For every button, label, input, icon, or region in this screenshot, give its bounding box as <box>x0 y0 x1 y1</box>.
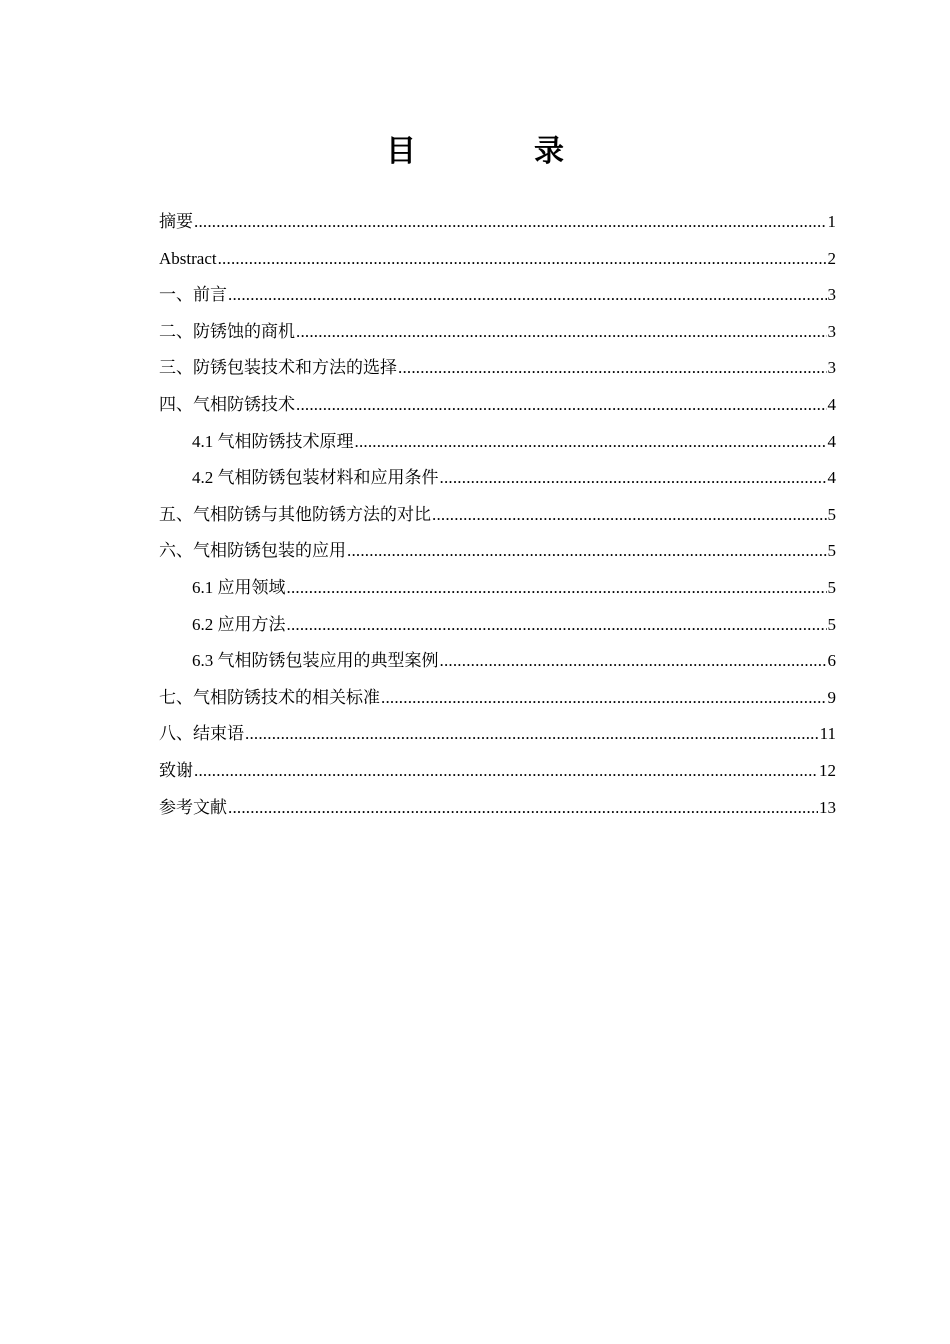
toc-entry-page: 5 <box>827 577 836 597</box>
toc-entry-page: 5 <box>827 541 836 561</box>
toc-entry-page: 13 <box>819 797 836 817</box>
toc-entry-page: 4 <box>827 394 836 414</box>
toc-leader-dots <box>194 204 827 241</box>
toc-leader-dots <box>440 460 827 497</box>
toc-entry-label: 六、气相防锈包装的应用 <box>159 541 346 561</box>
toc-leader-dots <box>194 753 818 790</box>
toc-entry-page: 12 <box>819 760 836 780</box>
toc-entry[interactable] <box>159 680 836 717</box>
toc-leader-dots <box>432 497 827 534</box>
toc-entry-page: 6 <box>827 651 836 671</box>
toc-entry-page: 2 <box>827 248 836 268</box>
toc-leader-dots <box>440 643 827 680</box>
toc-entry-label: Abstract <box>159 248 217 268</box>
toc-entry-label: 五、气相防锈与其他防锈方法的对比 <box>159 504 431 524</box>
toc-leader-dots <box>347 533 827 570</box>
toc-subentry[interactable] <box>159 607 836 644</box>
toc-entry-label: 四、气相防锈技术 <box>159 394 295 414</box>
toc-entry-label: 七、气相防锈技术的相关标准 <box>159 687 380 707</box>
toc-entry[interactable] <box>159 314 836 351</box>
toc-entry-page: 3 <box>827 321 836 341</box>
toc-leader-dots <box>296 314 827 351</box>
toc-entry-page: 11 <box>819 724 836 744</box>
toc-entry-label: 致谢 <box>159 760 193 780</box>
toc-entry[interactable] <box>159 790 836 827</box>
toc-entry-label: 一、前言 <box>159 285 227 305</box>
toc-entry-page: 3 <box>827 358 836 378</box>
toc-leader-dots <box>296 387 827 424</box>
toc-entry-page: 1 <box>827 212 836 231</box>
toc-entry-page: 5 <box>827 504 836 524</box>
toc-leader-dots <box>245 716 819 753</box>
toc-entry-label: 6.2 应用方法 <box>192 614 286 634</box>
toc-title: 目 录 <box>386 134 608 169</box>
toc-entry[interactable] <box>159 533 836 570</box>
toc-list <box>159 204 836 826</box>
toc-entry-label: 二、防锈蚀的商机 <box>159 321 295 341</box>
toc-entry[interactable] <box>159 497 836 534</box>
toc-entry[interactable] <box>159 204 836 241</box>
toc-subentry[interactable] <box>159 460 836 497</box>
toc-entry-page: 9 <box>827 687 836 707</box>
toc-entry[interactable] <box>159 277 836 314</box>
toc-entry-label: 6.3 气相防锈包装应用的典型案例 <box>192 651 439 671</box>
toc-leader-dots <box>228 277 827 314</box>
toc-entry[interactable] <box>159 387 836 424</box>
toc-entry[interactable] <box>159 350 836 387</box>
toc-entry-label: 三、防锈包装技术和方法的选择 <box>159 358 397 378</box>
toc-entry-page: 5 <box>827 614 836 634</box>
toc-leader-dots <box>287 607 827 644</box>
toc-entry-label: 6.1 应用领域 <box>192 577 286 597</box>
toc-subentry[interactable] <box>159 643 836 680</box>
toc-leader-dots <box>228 790 818 827</box>
toc-entry-label: 4.2 气相防锈包装材料和应用条件 <box>192 468 439 488</box>
toc-subentry[interactable] <box>159 424 836 461</box>
toc-entry-page: 4 <box>827 468 836 488</box>
toc-entry-label: 参考文献 <box>159 797 227 817</box>
toc-entry-page: 3 <box>827 285 836 305</box>
toc-entry-label: 八、结束语 <box>159 724 244 744</box>
toc-leader-dots <box>398 350 827 387</box>
toc-leader-dots <box>218 241 827 278</box>
toc-subentry[interactable] <box>159 570 836 607</box>
toc-entry-label: 4.1 气相防锈技术原理 <box>192 431 354 451</box>
toc-entry[interactable] <box>159 753 836 790</box>
toc-entry-label: 摘要 <box>159 212 193 231</box>
toc-leader-dots <box>355 424 827 461</box>
toc-leader-dots <box>381 680 827 717</box>
toc-entry-page: 4 <box>827 431 836 451</box>
toc-leader-dots <box>287 570 827 607</box>
toc-entry[interactable] <box>159 241 836 278</box>
toc-entry[interactable] <box>159 716 836 753</box>
